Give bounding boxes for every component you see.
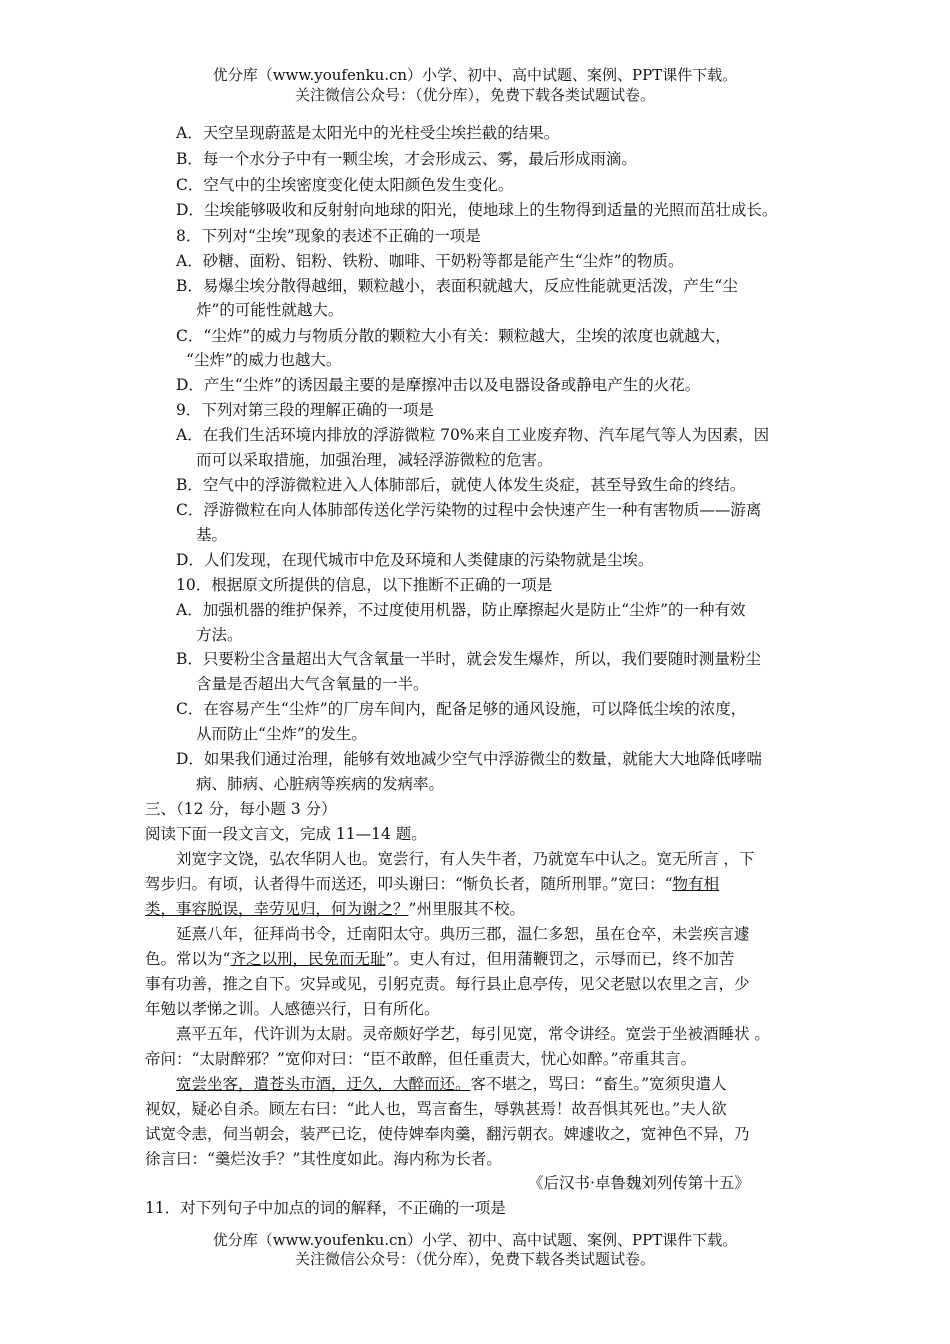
q9-option-a-line1: A．在我们生活环境内排放的浮游微粒 70%来自工业废弃物、汽车尾气等人为因素，因 — [176, 426, 770, 444]
passage-p4-line3: 试宽令恚，伺当朝会，装严已讫，使侍婢奉肉羹，翻污朝衣。婢遽收之，宽神色不异，乃 — [145, 1125, 750, 1143]
section-3-intro: 阅读下面一段文言文，完成 11—14 题。 — [145, 825, 427, 843]
q8-option-a: A．砂糖、面粉、铝粉、铁粉、咖啡、干奶粉等都是能产生“尘炸”的物质。 — [176, 252, 684, 270]
q10-stem: 10．根据原文所提供的信息，以下推断不正确的一项是 — [176, 576, 553, 594]
q9-option-b: B．空气中的浮游微粒进入人体肺部后，就使人体发生炎症，甚至导致生命的终结。 — [176, 476, 746, 494]
q10-option-b-line1: B．只要粉尘含量超出大气含氧量一半时，就会发生爆炸，所以，我们要随时测量粉尘 — [176, 650, 761, 668]
passage-text: ”州里服其不校。 — [408, 900, 525, 918]
footer-line-2: 关注微信公众号：（优分库），免费下载各类试题试卷。 — [294, 1250, 655, 1268]
q10-option-b-line2: 含量是否超出大气含氧量的一半。 — [196, 675, 429, 693]
q8-option-b-line2: 炸”的可能性就越大。 — [196, 301, 344, 319]
q10-option-d-line1: D．如果我们通过治理，能够有效地减少空气中浮游微尘的数量，就能大大地降低哮喘 — [176, 750, 762, 768]
q8-option-d: D．产生“尘炸”的诱因最主要的是摩擦冲击以及电器设备或静电产生的火花。 — [176, 376, 701, 394]
q7-option-b: B．每一个水分子中有一颗尘埃，才会形成云、雾，最后形成雨滴。 — [176, 150, 637, 168]
underlined-sentence: 宽尝坐客，遣苍头市酒，迂久，大醉而还。 — [176, 1075, 471, 1093]
passage-p4-line2: 视奴，疑必自杀。顾左右曰：“此人也，骂言畜生，辱孰甚焉！故吾惧其死也。”夫人欲 — [145, 1100, 727, 1118]
passage-p2-line3: 事有功善，推之自下。灾异或见，引躬克责。每行县止息亭传，见父老慰以农里之言，少 — [145, 975, 750, 993]
q8-option-c-line1: C．“尘炸”的威力与物质分散的颗粒大小有关：颗粒越大，尘埃的浓度也就越大， — [176, 327, 731, 345]
passage-p1-line2 — [145, 873, 719, 895]
header-line-1: 优分库（www.youfenku.cn）小学、初中、高中试题、案例、PPT课件下载。 — [212, 66, 738, 84]
passage-p3-line2: 帝问：“太尉醉邪？”宽仰对曰：“臣不敢醉，但任重责大，忧心如醉。”帝重其言。 — [145, 1050, 696, 1068]
q9-option-c-line2: 基。 — [196, 526, 228, 544]
q8-option-b-line1: B．易爆尘埃分散得越细，颗粒越小，表面积就越大，反应性能就更活泼，产生“尘 — [176, 277, 738, 295]
passage-p2-line2 — [145, 948, 734, 970]
section-3-title: 三、（12 分，每小题 3 分） — [145, 800, 337, 818]
q9-option-d: D．人们发现，在现代城市中危及环境和人类健康的污染物就是尘埃。 — [176, 551, 654, 569]
q10-option-c-line1: C．在容易产生“尘炸”的厂房车间内，配备足够的通风设施，可以降低尘埃的浓度， — [176, 700, 747, 718]
q10-option-a-line1: A．加强机器的维护保养，不过度使用机器，防止摩擦起火是防止“尘炸”的一种有效 — [176, 601, 746, 619]
header-line-2: 关注微信公众号：（优分库），免费下载各类试题试卷。 — [294, 86, 655, 104]
q10-option-a-line2: 方法。 — [196, 626, 243, 644]
q9-option-a-line2: 而可以采取措施，加强治理，减轻浮游微粒的危害。 — [196, 451, 553, 469]
passage-p2-line4: 年勉以孝悌之训。人感德兴行，日有所化。 — [145, 1000, 440, 1018]
footer-line-1: 优分库（www.youfenku.cn）小学、初中、高中试题、案例、PPT课件下载。 — [212, 1231, 738, 1249]
q7-option-d: D．尘埃能够吸收和反射射向地球的阳光，使地球上的生物得到适量的光照而茁壮成长。 — [176, 201, 778, 219]
q10-option-c-line2: 从而防止“尘炸”的发生。 — [196, 725, 367, 743]
passage-p4-line1 — [176, 1073, 727, 1095]
passage-p3-line1: 熹平五年，代许训为太尉。灵帝颇好学艺，每引见宽，常令讲经。宽尝于坐被酒睡状 。 — [176, 1025, 770, 1043]
passage-source: 《后汉书·卓鲁魏刘列传第十五》 — [528, 1174, 750, 1192]
q9-option-c-line1: C．浮游微粒在向人体肺部传送化学污染物的过程中会快速产生一种有害物质——游离 — [176, 501, 762, 519]
underlined-sentence: 类，事容脱误，幸劳见归，何为谢之？ — [145, 900, 409, 918]
passage-text: 色。常以为“ — [145, 950, 231, 968]
q7-option-c: C．空气中的尘埃密度变化使太阳颜色发生变化。 — [176, 176, 514, 194]
q7-option-a: A．天空呈现蔚蓝是太阳光中的光柱受尘埃拦截的结果。 — [176, 124, 560, 142]
passage-p1-line1: 刘宽字文饶，弘农华阴人也。宽尝行，有人失牛者，乃就宽车中认之。宽无所言 ，下 — [176, 850, 755, 868]
passage-p4-line4: 徐言曰：“羹烂汝手？”其性度如此。海内称为长者。 — [145, 1150, 502, 1168]
underlined-sentence: 物有相 — [672, 875, 720, 893]
underlined-phrase: 齐之以刑，民免而无耻 — [230, 950, 386, 968]
passage-p2-line1: 延熹八年，征拜尚书令，迁南阳太守。典历三郡，温仁多恕，虽在仓卒，未尝疾言遽 — [176, 925, 750, 943]
passage-text: ”。吏人有过，但用蒲鞭罚之，示辱而已，终不加苦 — [385, 950, 735, 968]
passage-text: 驾步归。有顷，认者得牛而送还，叩头谢曰：“惭负长者，随所刑罪。”宽曰：“ — [145, 875, 673, 893]
q11-stem: 11．对下列句子中加点的词的解释，不正确的一项是 — [145, 1199, 506, 1217]
q8-stem: 8．下列对“尘埃”现象的表述不正确的一项是 — [176, 227, 481, 245]
q8-option-c-line2: “尘炸”的威力也越大。 — [186, 351, 342, 369]
passage-text: 客不堪之，骂曰：“畜生。”宽须臾遣人 — [470, 1075, 727, 1093]
q10-option-d-line2: 病、肺病、心脏病等疾病的发病率。 — [196, 775, 445, 793]
q9-stem: 9．下列对第三段的理解正确的一项是 — [176, 401, 434, 419]
passage-p1-line3 — [145, 898, 525, 920]
